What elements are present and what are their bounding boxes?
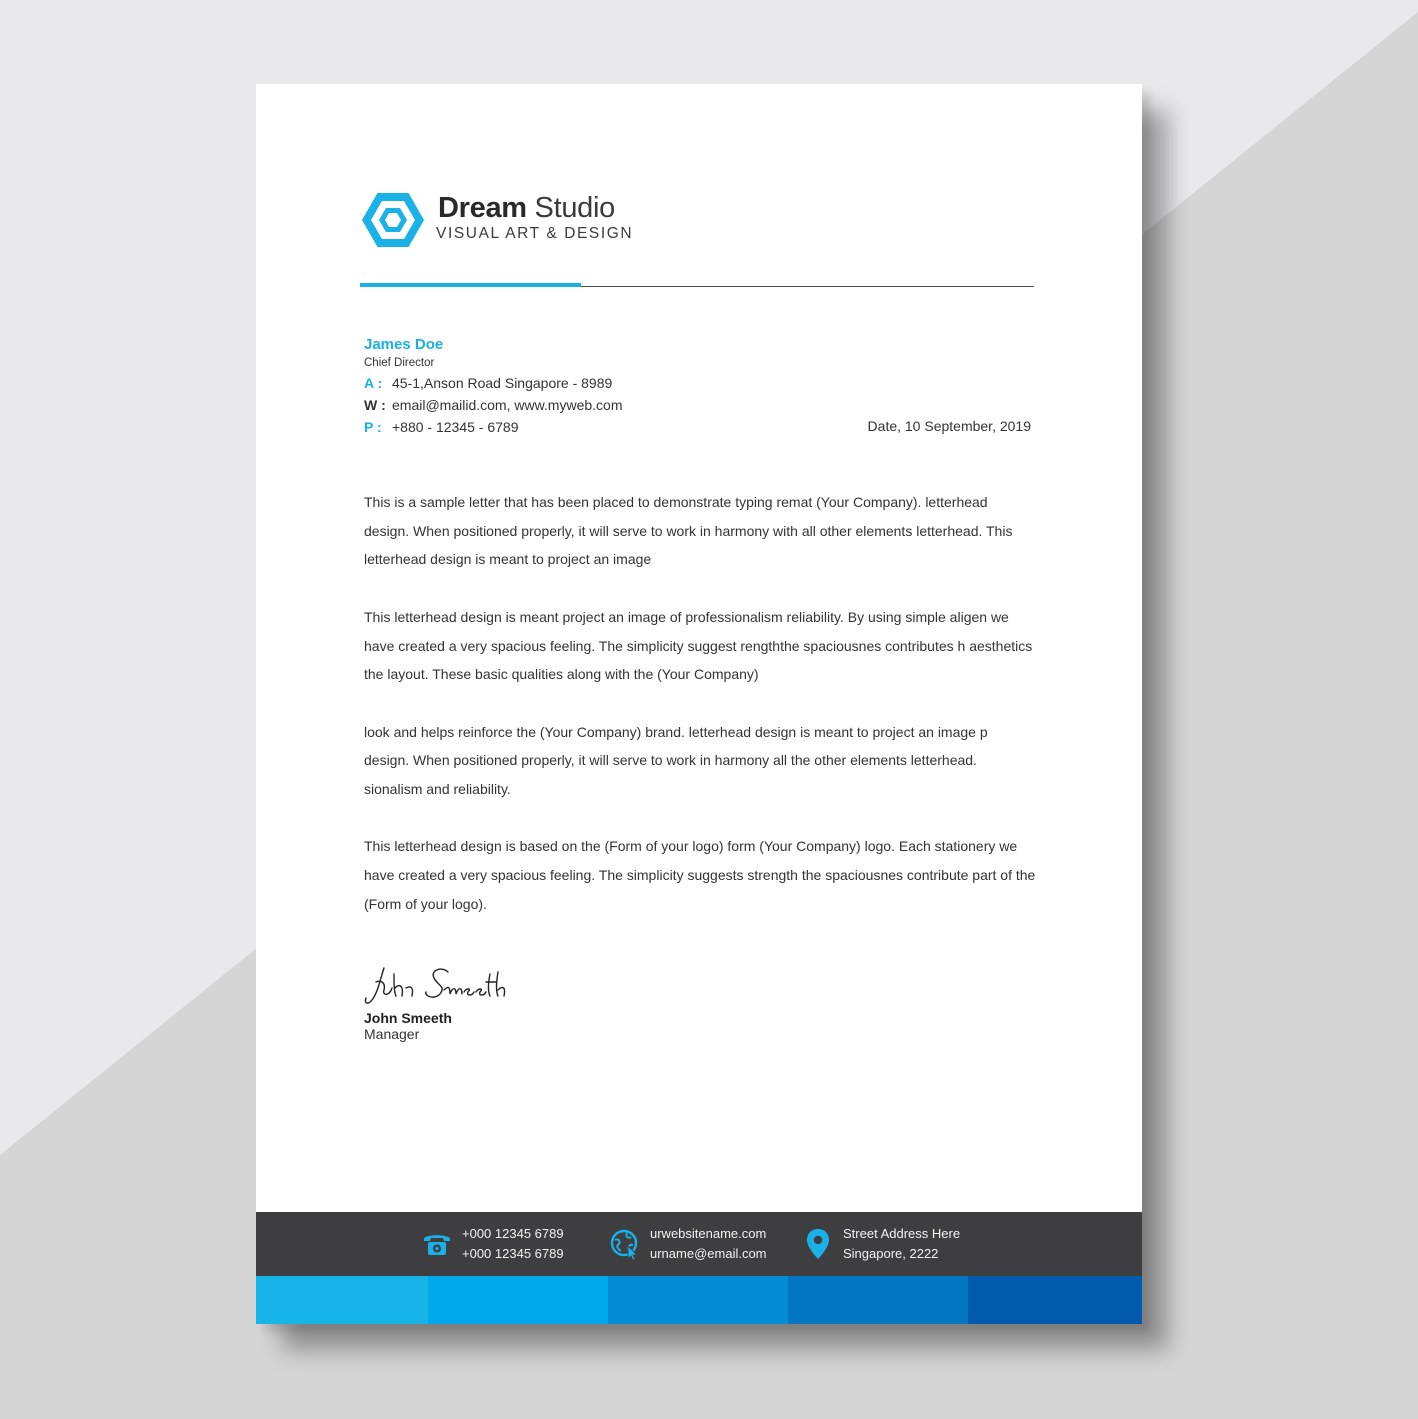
color-band-segment	[608, 1276, 788, 1324]
address-label: A :	[364, 375, 383, 391]
footer-email: urname@email.com	[650, 1246, 767, 1261]
color-band-segment	[968, 1276, 1142, 1324]
signer-title: Manager	[364, 1026, 420, 1042]
hexagon-logo-icon	[362, 192, 424, 248]
footer-phone-1: +000 12345 6789	[462, 1226, 564, 1241]
signer-name: John Smeeth	[364, 1010, 452, 1026]
footer-web-text	[650, 1224, 767, 1264]
brand-name	[438, 194, 633, 223]
handwritten-signature	[362, 960, 512, 1010]
footer-phone	[420, 1212, 564, 1276]
footer-color-band	[256, 1276, 1142, 1324]
color-band-segment	[256, 1276, 428, 1324]
sender-phone-row	[364, 419, 622, 435]
sender-address: 45-1,Anson Road Singapore - 8989	[392, 375, 613, 391]
body-paragraph: look and helps reinforce the (Your Company) brand. letterhead design is meant to project an image p design. When positioned properly, it will serve to work in harmony all the other elements letterhead. sionalism and reliability.	[364, 723, 988, 797]
globe-cursor-icon	[608, 1227, 642, 1261]
sender-name: James Doe	[364, 336, 444, 353]
map-pin-icon	[801, 1227, 835, 1261]
telephone-icon	[420, 1227, 454, 1261]
body-paragraph: This letterhead design is based on the (Form of your logo) form (Your Company) logo. Each stationery we have created a very spacious feeling. The simplicity suggests strength the spaciousnes contribute part of the (Form of your logo).	[364, 838, 1036, 912]
letterhead-page	[256, 84, 1142, 1324]
phone-label: P :	[364, 419, 382, 435]
sender-web-row	[364, 397, 622, 413]
footer-website: urwebsitename.com	[650, 1226, 767, 1241]
brand-tagline: VISUAL ART & DESIGN	[436, 225, 634, 242]
brand-block	[438, 194, 633, 242]
footer-web	[608, 1212, 767, 1276]
sender-address-row	[364, 375, 622, 391]
footer-address	[801, 1212, 960, 1276]
footer-city: Singapore, 2222	[843, 1246, 939, 1261]
color-band-segment	[428, 1276, 608, 1324]
body-paragraph: This is a sample letter that has been placed to demonstrate typing remat (Your Company). letterhead design. When positioned properly, it will serve to work in harmony with all other elements letterhead. This letterhead design is meant to project an image	[364, 494, 1013, 568]
sender-role: Chief Director	[364, 357, 435, 369]
color-band-segment	[788, 1276, 968, 1324]
footer-street: Street Address Here	[843, 1226, 961, 1241]
footer-phone-text	[462, 1224, 564, 1264]
web-label: W :	[364, 397, 386, 413]
sender-block	[364, 336, 622, 435]
header-accent-bar	[360, 283, 581, 287]
sender-phone: +880 - 12345 - 6789	[392, 419, 519, 435]
body-paragraph: This letterhead design is meant project an image of professionalism reliability. By using simple aligen we have created a very spacious feeling. The simplicity suggest rengththe spaciousnes contributes h aesthetics the layout. These basic qualities along with the (Your Company)	[364, 608, 1033, 683]
footer-contact-bar	[256, 1212, 1142, 1276]
sender-web: email@mailid.com, www.myweb.com	[392, 397, 623, 413]
footer-phone-2: +000 12345 6789	[462, 1246, 564, 1261]
brand-name-bold: Dream	[438, 192, 527, 224]
letter-date: Date, 10 September, 2019	[867, 418, 1031, 434]
footer-address-text	[843, 1224, 960, 1264]
brand-name-light: Studio	[534, 192, 615, 224]
letter-body	[364, 488, 1036, 947]
